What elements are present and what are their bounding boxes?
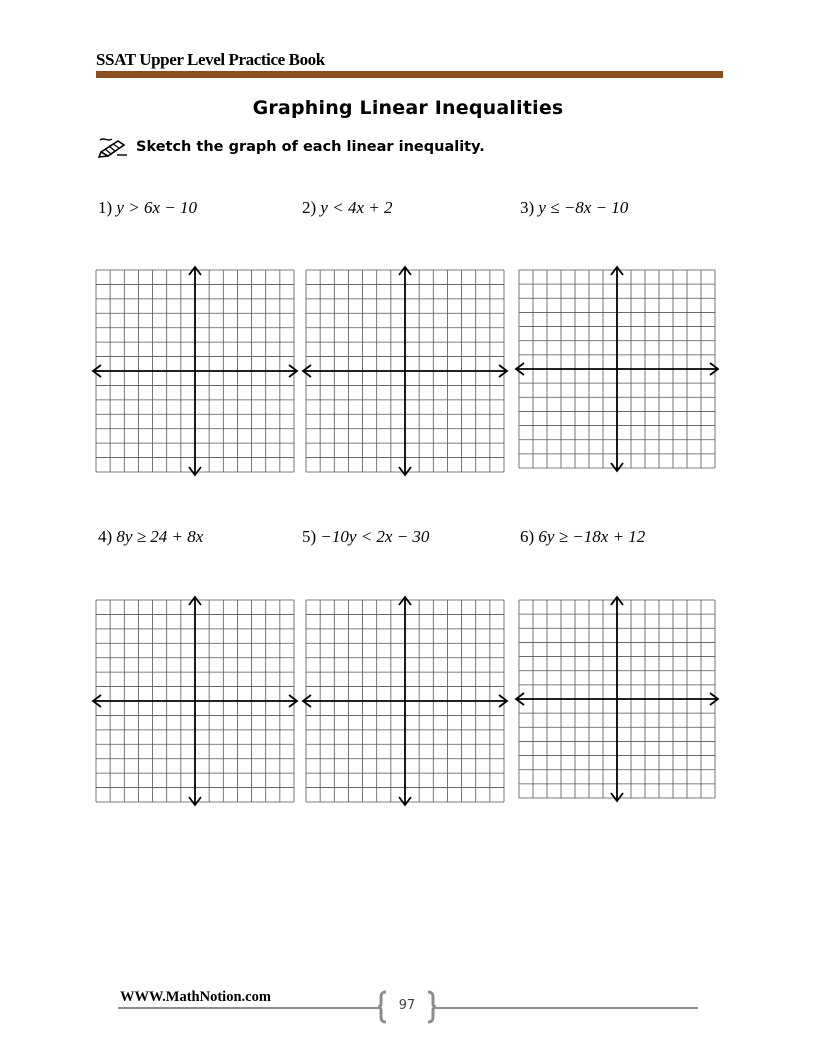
grid-svg [519,270,715,468]
coordinate-grid-6 [519,600,715,798]
grid-svg [519,600,715,798]
problem-number: 4) [98,527,113,546]
problem-number: 6) [520,527,535,546]
header-rule [96,71,723,78]
problem-number: 1) [98,198,113,217]
problem-expression: 6y ≥ −18x + 12 [538,527,646,546]
problem-number: 3) [520,198,535,217]
grid-svg [306,270,504,472]
problem-3 [520,198,628,218]
grid-svg [306,600,504,802]
book-title: SSAT Upper Level Practice Book [96,50,325,69]
footer-website: WWW.MathNotion.com [120,989,271,1005]
pencil-icon [98,136,128,158]
instruction-text: Sketch the graph of each linear inequality. [136,139,485,155]
problem-1 [98,198,197,218]
footer-rule-left [118,1007,380,1009]
problem-expression: y > 6x − 10 [116,198,197,217]
page-title: Graphing Linear Inequalities [252,97,564,119]
problem-expression: 8y ≥ 24 + 8x [116,527,204,546]
coordinate-grid-4 [96,600,294,802]
problem-number: 5) [302,527,317,546]
problem-6 [520,527,645,547]
problem-4 [98,527,203,547]
problem-expression: y ≤ −8x − 10 [538,198,629,217]
instruction [98,136,485,158]
problem-number: 2) [302,198,317,217]
grid-svg [96,600,294,802]
problem-expression: y < 4x + 2 [320,198,393,217]
grid-svg [96,270,294,472]
problem-5 [302,527,429,547]
coordinate-grid-3 [519,270,715,468]
problem-expression: −10y < 2x − 30 [320,527,430,546]
coordinate-grid-1 [96,270,294,472]
coordinate-grid-5 [306,600,504,802]
coordinate-grid-2 [306,270,504,472]
page-number: 97 [398,998,416,1013]
problem-2 [302,198,392,218]
footer-rule-right [436,1007,698,1009]
